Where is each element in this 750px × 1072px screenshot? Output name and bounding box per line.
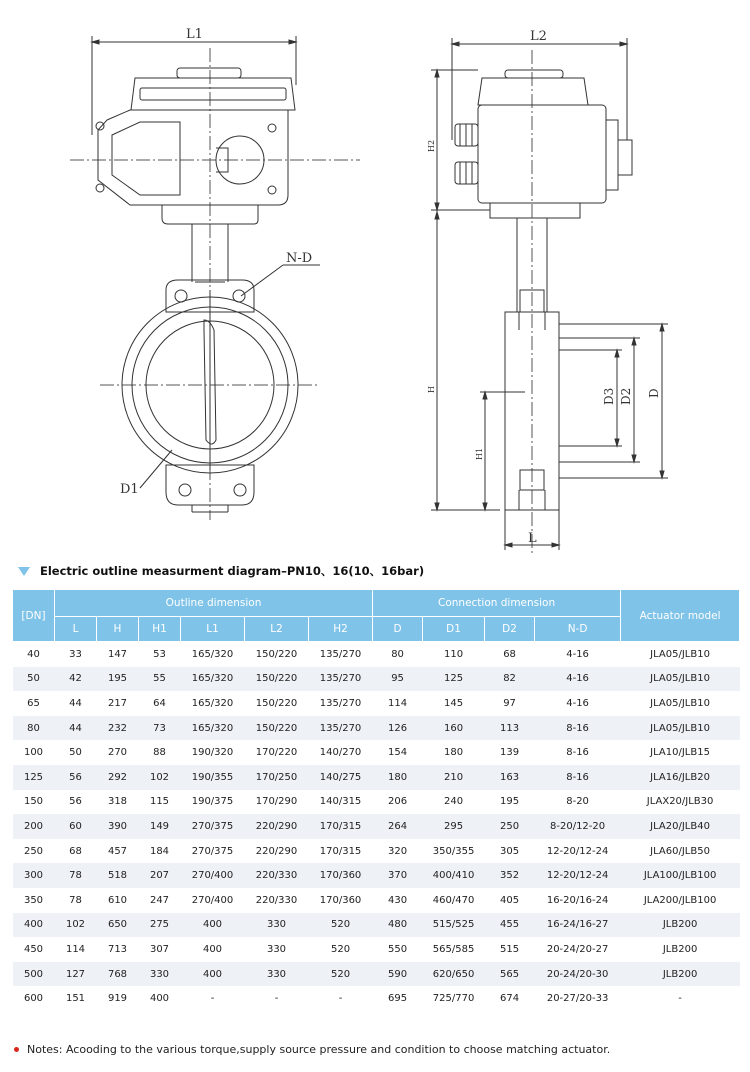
table-cell: 220/330 — [245, 888, 309, 913]
table-cell: 50 — [55, 740, 97, 765]
table-cell: 400 — [181, 913, 245, 938]
table-cell: 163 — [485, 765, 535, 790]
table-cell: 600 — [13, 986, 55, 1011]
table-cell: 150/220 — [245, 691, 309, 716]
table-cell: 195 — [485, 790, 535, 815]
table-cell: 330 — [245, 913, 309, 938]
table-cell: 500 — [13, 962, 55, 987]
table-cell: 220/290 — [245, 814, 309, 839]
table-cell: 149 — [139, 814, 181, 839]
table-cell: 20-24/20-30 — [535, 962, 621, 987]
table-cell: 8-16 — [535, 716, 621, 741]
table-cell: 68 — [485, 642, 535, 667]
table-cell: 550 — [373, 937, 423, 962]
table-cell: 352 — [485, 863, 535, 888]
table-cell: 330 — [245, 962, 309, 987]
table-cell: 270/400 — [181, 863, 245, 888]
table-cell: 4-16 — [535, 667, 621, 692]
table-row — [13, 691, 740, 716]
table-cell: 240 — [423, 790, 485, 815]
table-cell: JLB200 — [621, 962, 740, 987]
table-row — [13, 740, 740, 765]
header-l: L — [55, 617, 97, 642]
table-cell: 232 — [97, 716, 139, 741]
table-cell: 460/470 — [423, 888, 485, 913]
notes — [14, 1043, 610, 1056]
table-cell: 135/270 — [309, 642, 373, 667]
table-cell: 195 — [97, 667, 139, 692]
table-cell: 318 — [97, 790, 139, 815]
table-cell: 135/270 — [309, 716, 373, 741]
header-l1: L1 — [181, 617, 245, 642]
table-cell: JLA05/JLB10 — [621, 642, 740, 667]
table-cell: JLB200 — [621, 937, 740, 962]
table-row — [13, 716, 740, 741]
table-cell: JLB200 — [621, 913, 740, 938]
table-cell: 20-24/20-27 — [535, 937, 621, 962]
table-cell: 919 — [97, 986, 139, 1011]
table-cell: 350 — [13, 888, 55, 913]
table-cell: 768 — [97, 962, 139, 987]
table-cell: 68 — [55, 839, 97, 864]
red-dot-icon — [14, 1047, 19, 1052]
table-cell: 515 — [485, 937, 535, 962]
table-cell: 102 — [55, 913, 97, 938]
table-cell: 80 — [373, 642, 423, 667]
table-row — [13, 814, 740, 839]
header-dn: [DN] — [13, 590, 55, 642]
table-cell: 8-20 — [535, 790, 621, 815]
table-row — [13, 765, 740, 790]
table-cell: 405 — [485, 888, 535, 913]
table-cell: 165/320 — [181, 642, 245, 667]
header-d1: D1 — [423, 617, 485, 642]
table-cell: 44 — [55, 716, 97, 741]
notes-text: Notes: Acooding to the various torque,supply source pressure and condition to choose matching actuator. — [27, 1043, 611, 1056]
table-cell: 518 — [97, 863, 139, 888]
table-cell: 64 — [139, 691, 181, 716]
dim-label-h2: H2 — [427, 139, 436, 152]
table-cell: 126 — [373, 716, 423, 741]
table-cell: 165/320 — [181, 667, 245, 692]
dim-label-h1: H1 — [475, 447, 484, 460]
table-cell: 565 — [485, 962, 535, 987]
table-cell: 520 — [309, 962, 373, 987]
section-heading-text: Electric outline measurment diagram–PN10、16(10、16bar) — [40, 564, 425, 578]
table-cell: 295 — [423, 814, 485, 839]
table-cell: 140/275 — [309, 765, 373, 790]
dim-label-nd: N-D — [286, 251, 313, 266]
table-cell: 270/400 — [181, 888, 245, 913]
table-cell: 4-16 — [535, 642, 621, 667]
table-row — [13, 839, 740, 864]
table-cell: 515/525 — [423, 913, 485, 938]
table-cell: 247 — [139, 888, 181, 913]
dim-label-d2: D2 — [619, 387, 633, 405]
spec-table — [12, 589, 740, 1011]
table-cell: JLA05/JLB10 — [621, 691, 740, 716]
table-cell: 190/375 — [181, 790, 245, 815]
table-cell: 350/355 — [423, 839, 485, 864]
table-cell: 16-20/16-24 — [535, 888, 621, 913]
table-cell: 165/320 — [181, 691, 245, 716]
table-cell: 180 — [373, 765, 423, 790]
table-cell: - — [245, 986, 309, 1011]
table-cell: 56 — [55, 765, 97, 790]
table-cell: 4-16 — [535, 691, 621, 716]
table-cell: 150/220 — [245, 642, 309, 667]
table-cell: 170/290 — [245, 790, 309, 815]
table-cell: JLA05/JLB10 — [621, 716, 740, 741]
table-cell: JLA60/JLB50 — [621, 839, 740, 864]
header-h: H — [97, 617, 139, 642]
table-cell: 180 — [423, 740, 485, 765]
table-cell: 33 — [55, 642, 97, 667]
table-cell: 125 — [423, 667, 485, 692]
header-n-d: N-D — [535, 617, 621, 642]
table-cell: JLA10/JLB15 — [621, 740, 740, 765]
table-cell: 330 — [245, 937, 309, 962]
table-cell: 400 — [181, 937, 245, 962]
table-cell: 270/375 — [181, 814, 245, 839]
table-cell: 264 — [373, 814, 423, 839]
table-cell: 82 — [485, 667, 535, 692]
table-cell: 170/220 — [245, 740, 309, 765]
header-h2: H2 — [309, 617, 373, 642]
table-cell: - — [181, 986, 245, 1011]
table-cell: 620/650 — [423, 962, 485, 987]
table-row — [13, 642, 740, 667]
table-cell: 320 — [373, 839, 423, 864]
table-cell: 12-20/12-24 — [535, 839, 621, 864]
table-cell: 270/375 — [181, 839, 245, 864]
table-cell: 713 — [97, 937, 139, 962]
table-cell: 100 — [13, 740, 55, 765]
table-cell: 170/360 — [309, 863, 373, 888]
table-cell: 400/410 — [423, 863, 485, 888]
table-cell: 207 — [139, 863, 181, 888]
table-cell: JLA100/JLB100 — [621, 863, 740, 888]
table-cell: 135/270 — [309, 691, 373, 716]
triangle-bullet-icon — [18, 567, 30, 576]
table-cell: 674 — [485, 986, 535, 1011]
table-cell: 450 — [13, 937, 55, 962]
table-cell: 20-27/20-33 — [535, 986, 621, 1011]
section-heading — [18, 561, 424, 581]
table-cell: 184 — [139, 839, 181, 864]
table-cell: 8-16 — [535, 740, 621, 765]
dim-label-l1: L1 — [186, 27, 203, 42]
table-cell: 590 — [373, 962, 423, 987]
table-cell: 65 — [13, 691, 55, 716]
table-cell: 390 — [97, 814, 139, 839]
table-cell: 170/250 — [245, 765, 309, 790]
table-row — [13, 888, 740, 913]
table-cell: 165/320 — [181, 716, 245, 741]
table-cell: 455 — [485, 913, 535, 938]
dim-label-h: H — [427, 386, 436, 393]
table-cell: 275 — [139, 913, 181, 938]
table-cell: 400 — [181, 962, 245, 987]
table-cell: 160 — [423, 716, 485, 741]
table-cell: 40 — [13, 642, 55, 667]
table-cell: 170/315 — [309, 839, 373, 864]
table-row — [13, 913, 740, 938]
table-cell: 95 — [373, 667, 423, 692]
table-cell: 135/270 — [309, 667, 373, 692]
table-cell: 190/320 — [181, 740, 245, 765]
table-cell: 307 — [139, 937, 181, 962]
table-cell: 150/220 — [245, 667, 309, 692]
table-cell: 73 — [139, 716, 181, 741]
table-cell: 115 — [139, 790, 181, 815]
table-cell: 50 — [13, 667, 55, 692]
table-cell: 565/585 — [423, 937, 485, 962]
table-row — [13, 667, 740, 692]
table-cell: 400 — [139, 986, 181, 1011]
table-cell: 42 — [55, 667, 97, 692]
header-d: D — [373, 617, 423, 642]
table-cell: 60 — [55, 814, 97, 839]
table-cell: 305 — [485, 839, 535, 864]
table-cell: JLA16/JLB20 — [621, 765, 740, 790]
dim-label-d3: D3 — [602, 387, 616, 405]
table-cell: 78 — [55, 888, 97, 913]
table-cell: 147 — [97, 642, 139, 667]
table-cell: 200 — [13, 814, 55, 839]
header-connection-dimension: Connection dimension — [373, 590, 621, 617]
table-cell: 292 — [97, 765, 139, 790]
table-cell: 520 — [309, 913, 373, 938]
table-cell: 150/220 — [245, 716, 309, 741]
table-cell: 110 — [423, 642, 485, 667]
table-cell: 250 — [13, 839, 55, 864]
header-outline-dimension: Outline dimension — [55, 590, 373, 617]
table-cell: 139 — [485, 740, 535, 765]
header-actuator-model: Actuator model — [621, 590, 740, 642]
table-row — [13, 962, 740, 987]
table-row — [13, 790, 740, 815]
table-cell: 151 — [55, 986, 97, 1011]
table-cell: 457 — [97, 839, 139, 864]
table-cell: 55 — [139, 667, 181, 692]
table-cell: JLA05/JLB10 — [621, 667, 740, 692]
table-cell: 217 — [97, 691, 139, 716]
table-cell: 220/290 — [245, 839, 309, 864]
table-cell: 610 — [97, 888, 139, 913]
table-cell: 97 — [485, 691, 535, 716]
table-row — [13, 863, 740, 888]
header-h1: H1 — [139, 617, 181, 642]
table-cell: 145 — [423, 691, 485, 716]
table-cell: 330 — [139, 962, 181, 987]
table-cell: 154 — [373, 740, 423, 765]
header-l2: L2 — [245, 617, 309, 642]
table-cell: 80 — [13, 716, 55, 741]
table-cell: 520 — [309, 937, 373, 962]
table-cell: JLA200/JLB100 — [621, 888, 740, 913]
table-cell: 220/330 — [245, 863, 309, 888]
table-cell: 250 — [485, 814, 535, 839]
table-cell: 206 — [373, 790, 423, 815]
table-cell: 78 — [55, 863, 97, 888]
table-cell: 53 — [139, 642, 181, 667]
table-cell: 150 — [13, 790, 55, 815]
table-cell: 8-20/12-20 — [535, 814, 621, 839]
dim-label-l2: L2 — [530, 29, 547, 44]
table-cell: 370 — [373, 863, 423, 888]
table-cell: 400 — [13, 913, 55, 938]
table-cell: 695 — [373, 986, 423, 1011]
table-cell: 430 — [373, 888, 423, 913]
dim-label-l: L — [528, 531, 537, 546]
table-row — [13, 986, 740, 1011]
table-cell: 56 — [55, 790, 97, 815]
table-cell: 127 — [55, 962, 97, 987]
table-cell: 114 — [55, 937, 97, 962]
dim-label-d: D — [647, 388, 661, 398]
table-cell: JLA20/JLB40 — [621, 814, 740, 839]
table-row — [13, 937, 740, 962]
table-cell: 210 — [423, 765, 485, 790]
table-cell: 12-20/12-24 — [535, 863, 621, 888]
table-cell: 170/315 — [309, 814, 373, 839]
table-cell: 190/355 — [181, 765, 245, 790]
table-cell: 170/360 — [309, 888, 373, 913]
table-cell: 88 — [139, 740, 181, 765]
header-d2: D2 — [485, 617, 535, 642]
table-cell: 102 — [139, 765, 181, 790]
table-cell: JLAX20/JLB30 — [621, 790, 740, 815]
table-cell: 650 — [97, 913, 139, 938]
table-cell: - — [621, 986, 740, 1011]
table-cell: 125 — [13, 765, 55, 790]
table-cell: 8-16 — [535, 765, 621, 790]
table-cell: 140/270 — [309, 740, 373, 765]
dim-label-d1: D1 — [120, 482, 139, 497]
table-cell: 300 — [13, 863, 55, 888]
table-cell: 16-24/16-27 — [535, 913, 621, 938]
table-cell: 114 — [373, 691, 423, 716]
table-cell: - — [309, 986, 373, 1011]
table-cell: 44 — [55, 691, 97, 716]
table-cell: 140/315 — [309, 790, 373, 815]
table-cell: 725/770 — [423, 986, 485, 1011]
table-cell: 113 — [485, 716, 535, 741]
table-cell: 270 — [97, 740, 139, 765]
table-cell: 480 — [373, 913, 423, 938]
